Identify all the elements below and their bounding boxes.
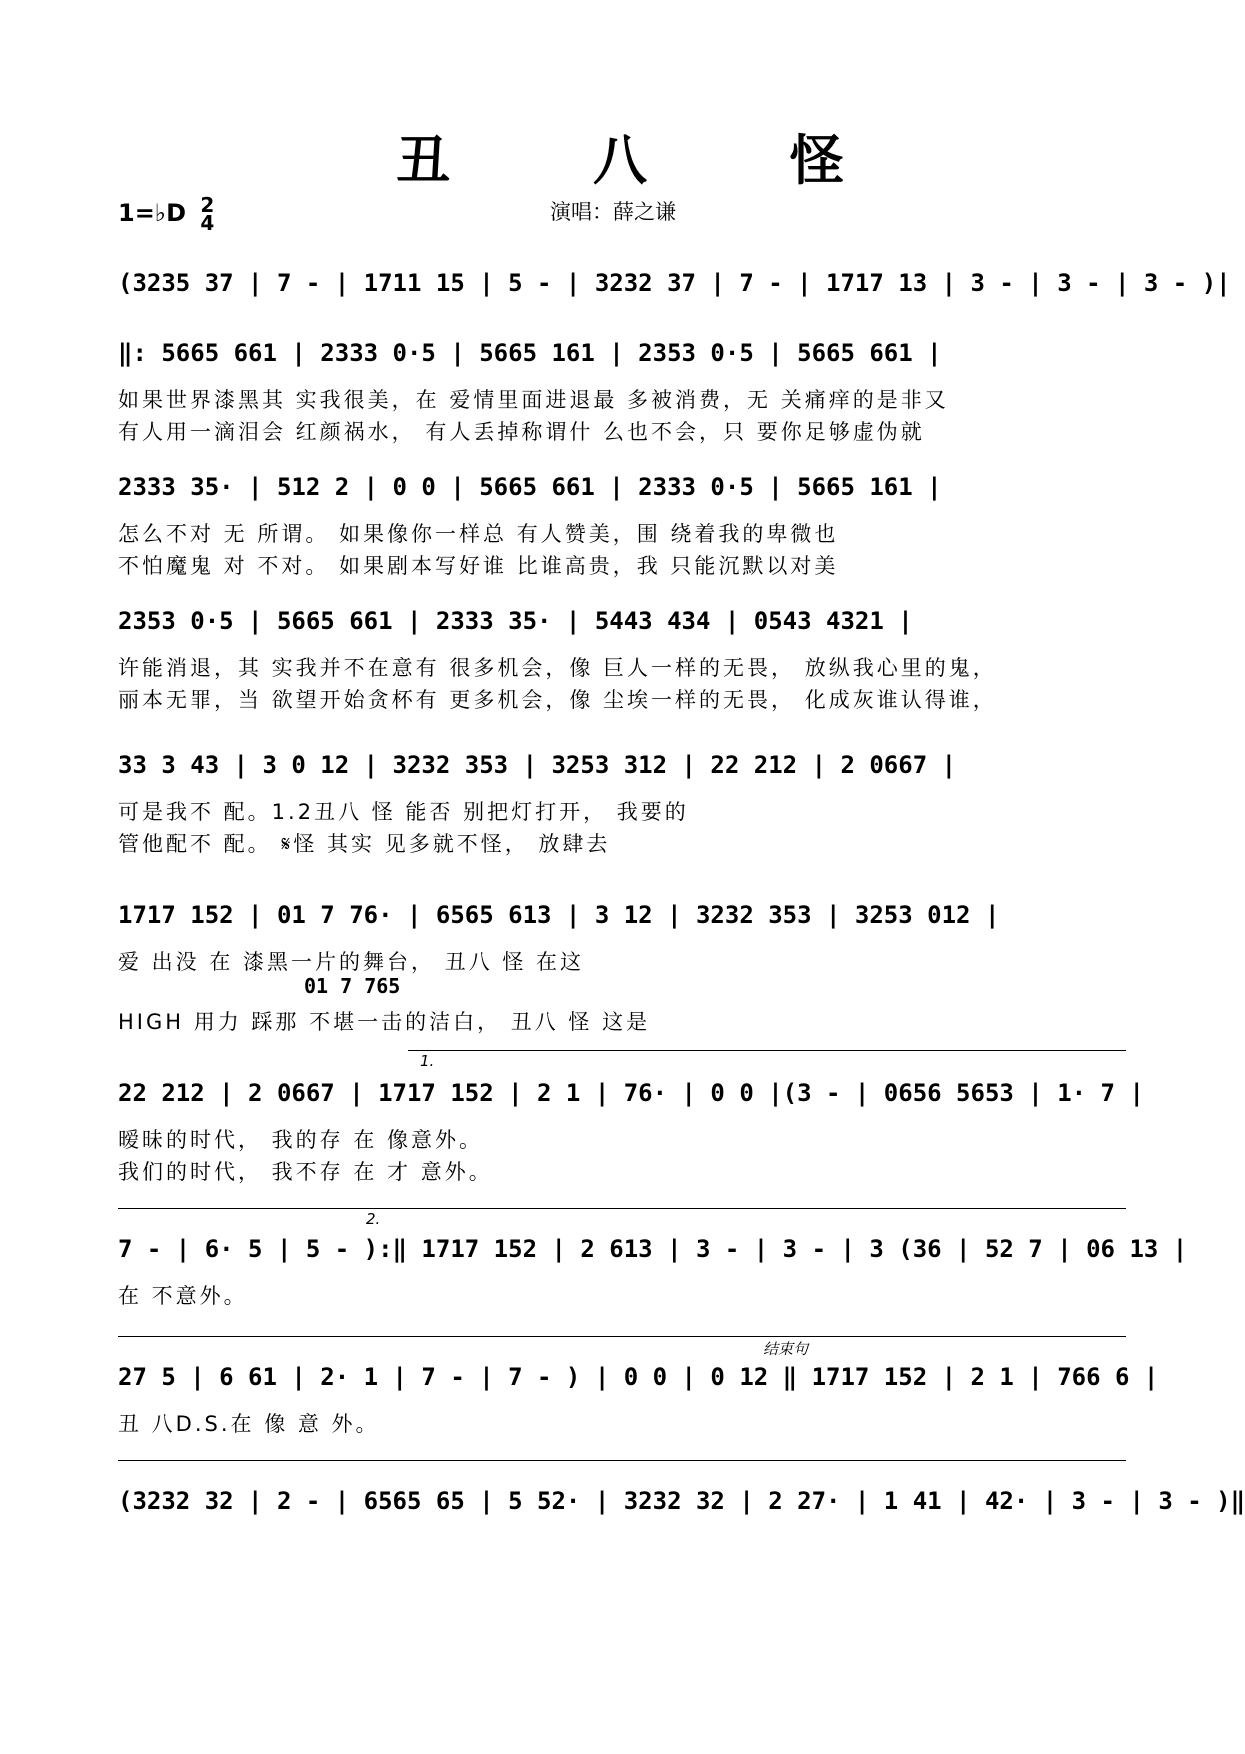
notation-line: (3232 32 | 2 - | 6565 65 | 5 52· | 3232 32 | 2 27· | 1 41 | 42· | 3 - | 3 - )‖	[118, 1487, 1245, 1515]
score-system-5	[118, 740, 1126, 860]
key-signature	[118, 193, 215, 235]
singer-credit: 演唱：薛之谦	[550, 200, 676, 224]
notation-line: 27 5 | 6 61 | 2· 1 | 7 - | 7 - ) | 0 0 | 0 12 ‖ 1717 152 | 2 1 | 766 6 |	[118, 1363, 1159, 1391]
lyric-verse-2: 有人用一滴泪会 红颜祸水， 有人丢掉称谓什 么也不会，只 要你足够虚伪就	[118, 420, 925, 444]
meter-top: 2	[200, 193, 215, 217]
lyric-verse-1: 暧昧的时代， 我的存 在 像意外。	[118, 1128, 484, 1152]
score-system-7	[118, 1052, 1144, 1188]
lyric-verse-2: 丽本无罪，当 欲望开始贪杯有 更多机会，像 尘埃一样的无畏， 化成灰谁认得谁，	[118, 688, 997, 712]
lyric-verse-1: 在 不意外。	[118, 1284, 248, 1308]
lyric-verse-1: 丑 八D.S.在 像 意 外。	[118, 1412, 380, 1436]
coda-label: 结束句	[763, 1340, 809, 1358]
time-signature	[200, 193, 215, 235]
score-system-10	[118, 1476, 1245, 1536]
volta-2-label: 2.	[366, 1210, 381, 1228]
lyric-verse-1: 许能消退，其 实我并不在意有 很多机会，像 巨人一样的无畏， 放纵我心里的鬼，	[118, 656, 997, 680]
notation-line: (3235 37 | 7 - | 1711 15 | 5 - | 3232 37 | 7 - | 1717 13 | 3 - | 3 - | 3 - )|	[118, 269, 1231, 297]
coda-bracket	[118, 1336, 1126, 1337]
lyric-verse-1: 怎么不对 无 所谓。 如果像你一样总 有人赞美，围 绕着我的卑微也	[118, 522, 839, 546]
notation-line: 2353 0·5 | 5665 661 | 2333 35· | 5443 434 | 0543 4321 |	[118, 607, 913, 635]
key-text: 1=♭D	[118, 199, 187, 227]
lyric-verse-2: 我们的时代， 我不存 在 才 意外。	[118, 1160, 493, 1184]
score-system-3	[118, 462, 1126, 582]
notation-line: 2333 35· | 512 2 | 0 0 | 5665 661 | 2333 0·5 | 5665 161 |	[118, 473, 942, 501]
lyric-verse-1: 可是我不 配。1.2丑八 怪 能否 别把灯打开， 我要的	[118, 800, 689, 824]
volta-bracket-continuation	[118, 1208, 1126, 1209]
score-system-8	[118, 1210, 1188, 1314]
lyric-verse-2: HIGH 用力 踩那 不堪一击的洁白， 丑八 怪 这是	[118, 1010, 651, 1034]
lyric-verse-1: 如果世界漆黑其 实我很美，在 爱情里面进退最 多被消费，无 关痛痒的是非又	[118, 388, 949, 412]
score-system-4	[118, 596, 1126, 716]
score-system-6	[118, 890, 1126, 1040]
notation-line: 7 - | 6· 5 | 5 - ):‖ 1717 152 | 2 613 | 3 - | 3 - | 3 (36 | 52 7 | 06 13 |	[118, 1235, 1188, 1263]
lyric-verse-2: 管他配不 配。 𝄋怪 其实 见多就不怪， 放肆去	[118, 832, 611, 856]
meter-bottom: 4	[200, 211, 215, 235]
notation-line: 22 212 | 2 0667 | 1717 152 | 2 1 | 76· | 0 0 |(3 - | 0656 5653 | 1· 7 |	[118, 1079, 1144, 1107]
alternate-rhythm-line: 01 7 765	[304, 974, 401, 998]
notation-line: 1717 152 | 01 7 76· | 6565 613 | 3 12 | 3232 353 | 3253 012 |	[118, 901, 1000, 929]
notation-line: ‖: 5665 661 | 2333 0·5 | 5665 161 | 2353 0·5 | 5665 661 |	[118, 339, 942, 367]
notation-line: 33 3 43 | 3 0 12 | 3232 353 | 3253 312 | 22 212 | 2 0667 |	[118, 751, 957, 779]
volta-bracket-1	[408, 1050, 1126, 1051]
lyric-verse-2: 不怕魔鬼 对 不对。 如果剧本写好谁 比谁高贵，我 只能沉默以对美	[118, 554, 839, 578]
score-system-9	[118, 1340, 1159, 1442]
ending-bracket	[118, 1460, 1126, 1461]
song-title: 丑 八 怪	[396, 128, 906, 192]
lyric-verse-1: 爱 出没 在 漆黑一片的舞台， 丑八 怪 在这	[118, 950, 585, 974]
score-system-1	[118, 258, 1231, 318]
volta-1-label: 1.	[420, 1052, 435, 1070]
score-system-2	[118, 328, 1126, 448]
